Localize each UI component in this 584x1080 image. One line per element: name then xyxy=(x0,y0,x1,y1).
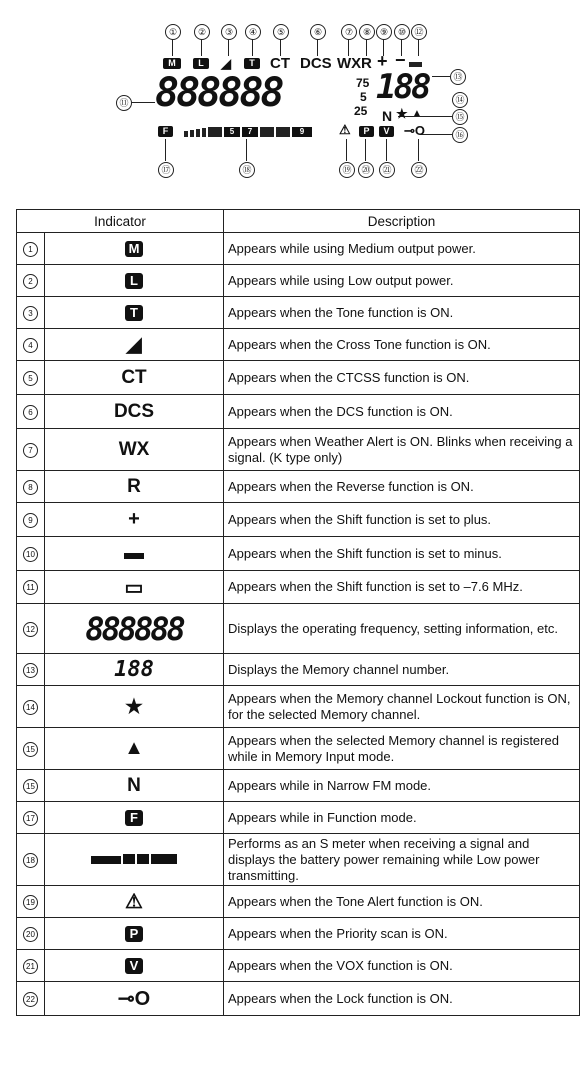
indicator-cell xyxy=(45,770,224,802)
row-number xyxy=(17,834,45,886)
callout-3: ③ xyxy=(221,24,237,40)
indicator-cell xyxy=(45,918,224,950)
callout-22: ㉒ xyxy=(411,162,427,178)
table-header-row xyxy=(17,210,580,233)
row-number xyxy=(17,918,45,950)
callout-2: ② xyxy=(194,24,210,40)
table-row xyxy=(17,834,580,886)
description-cell: Appears while using Medium output power. xyxy=(224,233,580,265)
table-row xyxy=(17,329,580,361)
row-number-circle: 2 xyxy=(23,274,38,289)
description-cell: Appears when the Memory channel Lockout function is ON, for the selected Memory channel. xyxy=(224,686,580,728)
table-row xyxy=(17,265,580,297)
row-number-circle: 22 xyxy=(23,992,38,1007)
indicator-cell xyxy=(45,429,224,471)
row-number-circle: 14 xyxy=(23,700,38,715)
description-cell: Appears when the Tone function is ON. xyxy=(224,297,580,329)
table-row xyxy=(17,604,580,654)
minus-icon: − xyxy=(395,50,406,70)
meter-label-7: 7 xyxy=(242,127,258,137)
star-icon: ★ xyxy=(396,106,408,121)
triangle-icon: ▲ xyxy=(412,108,422,119)
callout-11: ⑪ xyxy=(116,95,132,111)
key-lock-icon: ⊸O xyxy=(404,123,426,138)
row-number xyxy=(17,802,45,834)
leader-line xyxy=(165,139,166,161)
indicator-cell xyxy=(45,471,224,503)
indicator-table xyxy=(16,209,580,1016)
row-number-circle: 9 xyxy=(23,513,38,528)
indicator-cell xyxy=(45,604,224,654)
indicator-cell xyxy=(45,950,224,982)
description-cell: Appears when the Cross Tone function is ON. xyxy=(224,329,580,361)
callout-13: ⑬ xyxy=(450,69,466,85)
row-number-circle: 19 xyxy=(23,895,38,910)
row-number-circle: 7 xyxy=(23,443,38,458)
frequency-display-icon: 888888 xyxy=(85,609,183,648)
description-cell: Appears when the Shift function is set to plus. xyxy=(224,503,580,537)
description-cell: Appears when the selected Memory channel is registered while in Memory Input mode. xyxy=(224,728,580,770)
n-label-icon: N xyxy=(127,774,141,796)
priority-icon: P xyxy=(359,126,374,137)
callout-1: ① xyxy=(165,24,181,40)
row-number xyxy=(17,329,45,361)
description-cell: Appears when the Shift function is set to –7.6 MHz. xyxy=(224,571,580,604)
callout-6: ⑥ xyxy=(310,24,326,40)
callout-14: ⑭ xyxy=(452,92,468,108)
callout-18: ⑱ xyxy=(239,162,255,178)
row-number-circle: 1 xyxy=(23,242,38,257)
narrow-fm-label: N xyxy=(382,108,393,124)
function-icon: F xyxy=(158,126,173,137)
vox-icon: V xyxy=(379,126,394,137)
row-number-circle: 21 xyxy=(23,959,38,974)
row-number-circle: 17 xyxy=(23,811,38,826)
wx-label-icon: WX xyxy=(118,438,150,460)
indicator-header: Indicator xyxy=(17,210,224,233)
row-number xyxy=(17,297,45,329)
description-cell: Appears while in Narrow FM mode. xyxy=(224,770,580,802)
row-number xyxy=(17,604,45,654)
description-cell: Appears when the DCS function is ON. xyxy=(224,395,580,429)
leader-line xyxy=(346,139,347,161)
row-number xyxy=(17,728,45,770)
callout-19: ⑲ xyxy=(339,162,355,178)
description-header: Description xyxy=(224,210,580,233)
medium-power-icon: M xyxy=(163,58,181,69)
dcs-label-icon: DCS xyxy=(113,400,155,422)
indicator-cell xyxy=(45,297,224,329)
leader-line xyxy=(365,139,366,161)
indicator-cell xyxy=(45,265,224,297)
indicator-cell xyxy=(45,503,224,537)
meter-label-9: 9 xyxy=(292,127,312,137)
description-cell: Appears when the Shift function is set to minus. xyxy=(224,537,580,571)
row-number-circle: 6 xyxy=(23,405,38,420)
leader-line xyxy=(432,76,450,77)
table-row xyxy=(17,537,580,571)
indicator-glyph-icon: ◢ xyxy=(126,334,142,356)
row-number xyxy=(17,571,45,604)
table-row xyxy=(17,918,580,950)
table-row xyxy=(17,728,580,770)
row-number-circle: 8 xyxy=(23,480,38,495)
row-number xyxy=(17,770,45,802)
row-number xyxy=(17,265,45,297)
leader-line xyxy=(386,139,387,161)
table-row xyxy=(17,886,580,918)
cross-tone-icon: ◢ xyxy=(221,56,231,71)
leader-line xyxy=(252,39,253,56)
description-cell: Performs as an S meter when receiving a signal and displays the battery power remaining while Low power transmitting. xyxy=(224,834,580,886)
table-row xyxy=(17,395,580,429)
tone-alert-icon: ⚠ xyxy=(339,122,351,137)
indicator-glyph-icon: ⊸O xyxy=(117,988,151,1010)
sub-digit-75: 75 xyxy=(356,76,370,90)
sub-digit-25: 25 xyxy=(354,104,368,118)
indicator-cell xyxy=(45,886,224,918)
indicator-glyph-icon: ★ xyxy=(125,696,143,718)
frequency-digits: 888888 xyxy=(155,70,282,116)
l-box-icon: L xyxy=(125,273,143,289)
row-number-circle: 4 xyxy=(23,338,38,353)
leader-line xyxy=(131,102,155,103)
callout-16: ⑯ xyxy=(452,127,468,143)
table-row xyxy=(17,571,580,604)
s-meter xyxy=(184,127,324,137)
row-number xyxy=(17,429,45,471)
row-number-circle: 5 xyxy=(23,371,38,386)
indicator-cell xyxy=(45,982,224,1016)
indicator-glyph-icon: ▬ xyxy=(124,542,144,564)
v-box-icon: V xyxy=(125,958,143,974)
indicator-cell xyxy=(45,233,224,265)
row-number-circle: 10 xyxy=(23,547,38,562)
indicator-glyph-icon: + xyxy=(128,508,140,530)
row-number-circle: 15 xyxy=(23,779,38,794)
indicator-glyph-icon: ⚠ xyxy=(125,891,143,913)
leader-line xyxy=(317,39,318,56)
description-cell: Appears while using Low output power. xyxy=(224,265,580,297)
row-number xyxy=(17,686,45,728)
leader-line xyxy=(366,39,367,56)
row-number-circle: 13 xyxy=(23,663,38,678)
p-box-icon: P xyxy=(125,926,143,942)
callout-21: ㉑ xyxy=(379,162,395,178)
row-number-circle: 11 xyxy=(23,580,38,595)
indicator-cell xyxy=(45,571,224,604)
callout-20: ⑳ xyxy=(358,162,374,178)
callout-9: ⑨ xyxy=(376,24,392,40)
indicator-cell xyxy=(45,537,224,571)
callout-7: ⑦ xyxy=(341,24,357,40)
indicator-cell xyxy=(45,802,224,834)
reverse-label: R xyxy=(361,55,372,72)
description-cell: Appears when the Tone Alert function is ON. xyxy=(224,886,580,918)
meter-label-5: 5 xyxy=(224,127,240,137)
m-box-icon: M xyxy=(125,241,143,257)
low-power-icon: L xyxy=(193,58,209,69)
leader-line xyxy=(228,39,229,56)
indicator-cell xyxy=(45,654,224,686)
ct-label-icon: CT xyxy=(121,366,147,388)
callout-12: ⑫ xyxy=(411,24,427,40)
row-number xyxy=(17,982,45,1016)
table-row xyxy=(17,233,580,265)
description-cell: Appears when the Priority scan is ON. xyxy=(224,918,580,950)
indicator-glyph-icon: ▭ xyxy=(124,576,144,599)
row-number xyxy=(17,950,45,982)
table-row xyxy=(17,802,580,834)
callout-5: ⑤ xyxy=(273,24,289,40)
leader-line xyxy=(201,39,202,56)
description-cell: Appears when the Lock function is ON. xyxy=(224,982,580,1016)
leader-line xyxy=(246,139,247,161)
row-number-circle: 3 xyxy=(23,306,38,321)
row-number xyxy=(17,654,45,686)
row-number xyxy=(17,471,45,503)
row-number xyxy=(17,361,45,395)
table-row xyxy=(17,297,580,329)
row-number xyxy=(17,886,45,918)
indicator-cell xyxy=(45,686,224,728)
table-row xyxy=(17,654,580,686)
row-number xyxy=(17,233,45,265)
plus-icon: + xyxy=(377,51,388,71)
leader-line xyxy=(172,39,173,56)
dcs-label: DCS xyxy=(300,55,332,72)
ctcss-label: CT xyxy=(270,55,290,72)
callout-8: ⑧ xyxy=(359,24,375,40)
table-row xyxy=(17,982,580,1016)
leader-line xyxy=(418,39,419,56)
description-cell: Appears when Weather Alert is ON. Blinks when receiving a signal. (K type only) xyxy=(224,429,580,471)
indicator-cell xyxy=(45,395,224,429)
description-cell: Displays the Memory channel number. xyxy=(224,654,580,686)
t-box-icon: T xyxy=(125,305,143,321)
row-number xyxy=(17,537,45,571)
leader-line xyxy=(348,39,349,56)
row-number-circle: 12 xyxy=(23,622,38,637)
table-row xyxy=(17,361,580,395)
indicator-cell xyxy=(45,728,224,770)
indicator-cell xyxy=(45,361,224,395)
row-number-circle: 18 xyxy=(23,853,38,868)
table-row xyxy=(17,950,580,982)
table-row xyxy=(17,471,580,503)
sub-digit-5: 5 xyxy=(360,90,367,104)
indicator-glyph-icon: ▲ xyxy=(124,737,144,759)
row-number-circle: 20 xyxy=(23,927,38,942)
callout-4: ④ xyxy=(245,24,261,40)
leader-line xyxy=(280,39,281,56)
lcd-diagram xyxy=(0,0,584,200)
indicator-cell xyxy=(45,329,224,361)
callout-15: ⑮ xyxy=(452,109,468,125)
description-cell: Appears when the Reverse function is ON. xyxy=(224,471,580,503)
table-row xyxy=(17,503,580,537)
callout-10: ⑩ xyxy=(394,24,410,40)
memory-channel-digits: 188 xyxy=(376,67,429,107)
table-row xyxy=(17,770,580,802)
leader-line xyxy=(418,139,419,161)
description-cell: Displays the operating frequency, setting information, etc. xyxy=(224,604,580,654)
s-meter-icon xyxy=(91,852,177,867)
row-number-circle: 15 xyxy=(23,742,38,757)
table-row xyxy=(17,429,580,471)
memory-channel-icon: 188 xyxy=(114,657,154,682)
tone-icon: T xyxy=(244,58,260,69)
wx-label: WX xyxy=(337,55,362,72)
table-row xyxy=(17,686,580,728)
description-cell: Appears when the CTCSS function is ON. xyxy=(224,361,580,395)
f-box-icon: F xyxy=(125,810,143,826)
description-cell: Appears while in Function mode. xyxy=(224,802,580,834)
callout-17: ⑰ xyxy=(158,162,174,178)
row-number xyxy=(17,503,45,537)
description-cell: Appears when the VOX function is ON. xyxy=(224,950,580,982)
r-label-icon: R xyxy=(127,475,141,497)
indicator-cell xyxy=(45,834,224,886)
row-number xyxy=(17,395,45,429)
